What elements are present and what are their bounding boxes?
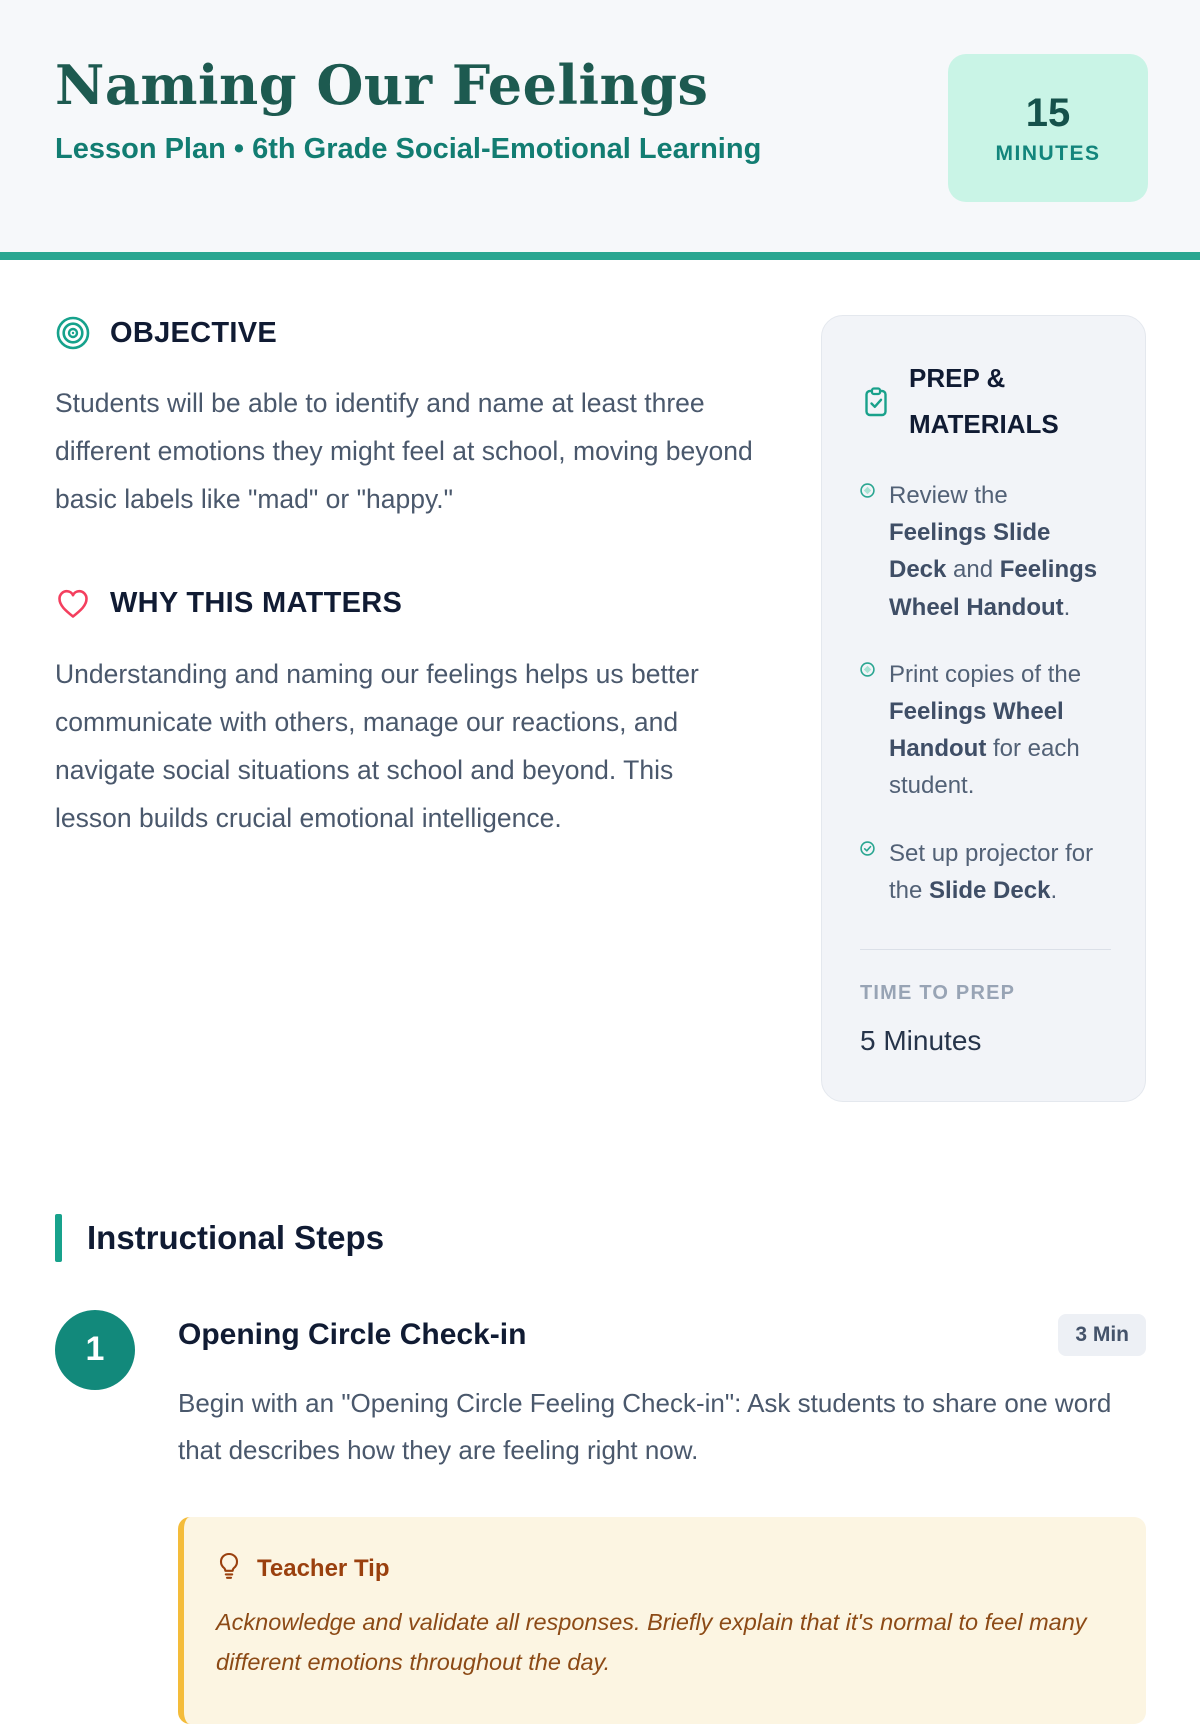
time-to-prep-label: TIME TO PREP: [860, 981, 1016, 1004]
step-title: Opening Circle Check-in: [178, 1317, 527, 1351]
prep-item-text: [889, 835, 1111, 909]
page-title: Naming Our Feelings: [55, 53, 709, 117]
instructional-steps-section: [55, 1214, 1146, 1724]
heart-icon: [55, 586, 91, 622]
why-body: Understanding and naming our feelings helps us better communicate with others, manage our reactions, and navigate social situations at school and beyond. This lesson builds crucial emotional intelligence.: [55, 658, 699, 834]
steps-heading-label: Instructional Steps: [87, 1218, 385, 1256]
text-segment-bold: Feelings Wheel Handout: [889, 697, 1064, 763]
duration-badge: [948, 54, 1148, 202]
step-number-badge: 1: [55, 1310, 135, 1390]
duration-value: 15: [1025, 90, 1071, 135]
text-segment: .: [1050, 876, 1058, 904]
teacher-tip-box: [178, 1517, 1146, 1724]
lightbulb-icon: [216, 1551, 242, 1586]
why-heading-label: WHY THIS MATTERS: [110, 587, 403, 620]
target-icon: [55, 315, 91, 351]
prep-item: [860, 477, 1111, 626]
prep-item-text: [889, 477, 1111, 626]
text-segment: and: [946, 556, 1000, 584]
left-column: [55, 315, 795, 843]
time-to-prep-value: 5 Minutes: [860, 1024, 982, 1056]
text-segment: Review the: [889, 482, 1008, 509]
objective-heading-label: OBJECTIVE: [110, 316, 278, 349]
page-subtitle: Lesson Plan • 6th Grade Social-Emotional Learning: [55, 133, 762, 166]
step-content: [178, 1314, 1146, 1724]
steps-heading: [55, 1214, 1146, 1262]
prep-card-heading: [860, 356, 1111, 447]
objective-heading: [55, 315, 795, 351]
gem-bullet-icon: [860, 483, 875, 626]
teacher-tip-heading: [216, 1551, 1110, 1586]
objective-section: [55, 315, 795, 524]
prep-item-text: [889, 656, 1111, 805]
prep-item: [860, 835, 1111, 909]
card-divider: [860, 949, 1111, 950]
step-duration-chip: 3 Min: [1058, 1314, 1146, 1356]
main-content: [0, 260, 1200, 1724]
clock-check-icon: [860, 841, 875, 909]
gem-bullet-icon: [860, 662, 875, 805]
text-segment-bold: Slide Deck: [929, 876, 1051, 904]
content-row: [55, 315, 1146, 1102]
text-segment: .: [1063, 593, 1071, 621]
prep-card-heading-label: PREP & MATERIALS: [909, 363, 1059, 439]
teacher-tip-text: Acknowledge and validate all responses. Briefly explain that it's normal to feel many different emotions throughout the day.: [216, 1609, 1087, 1675]
page-header: [0, 0, 1200, 260]
duration-unit: MINUTES: [995, 141, 1101, 165]
prep-items-list: [860, 477, 1111, 909]
step-item-1: [55, 1310, 1146, 1724]
prep-materials-card: [821, 315, 1146, 1102]
teacher-tip-label: Teacher Tip: [257, 1554, 390, 1582]
step-title-row: [178, 1314, 1146, 1356]
text-segment-bold: Feelings Slide Deck: [889, 519, 1051, 584]
objective-body: Students will be able to identify and name at least three different emotions they might feel at school, moving beyond basic labels like "mad" or "happy.": [55, 388, 753, 515]
step-body: Begin with an "Opening Circle Feeling Check-in": Ask students to share one word that describes how they are feeling right now.: [178, 1387, 1112, 1465]
header-titles: [55, 54, 761, 167]
text-segment-bold: Feelings Wheel Handout: [889, 556, 1098, 621]
why-heading: [55, 586, 795, 622]
text-segment: Print copies of the: [889, 660, 1082, 688]
prep-item: [860, 656, 1111, 805]
text-segment: for each student.: [889, 735, 1080, 800]
accent-bar: [55, 1214, 62, 1262]
text-segment: Set up projector for the: [889, 839, 1094, 904]
clipboard-check-icon: [860, 386, 892, 418]
why-this-matters-section: [55, 586, 795, 843]
